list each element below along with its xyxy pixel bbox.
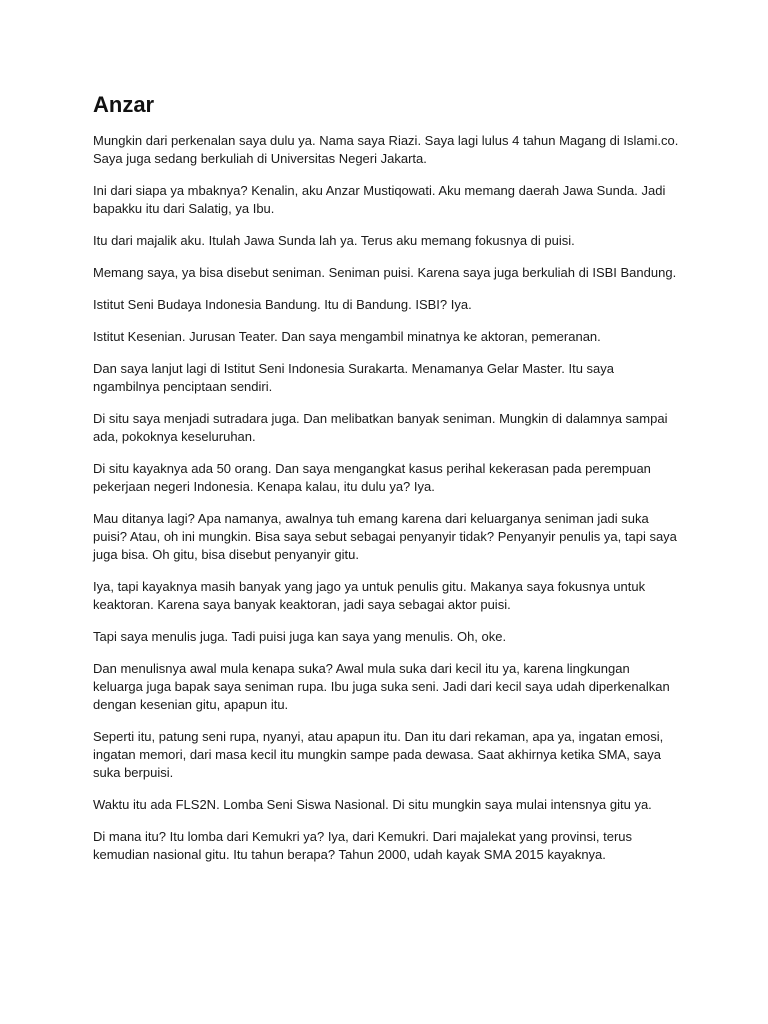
paragraph: Istitut Kesenian. Jurusan Teater. Dan saya mengambil minatnya ke aktoran, pemeranan. [93, 329, 601, 344]
paragraph: Ini dari siapa ya mbaknya? Kenalin, aku Anzar Mustiqowati. Aku memang daerah Jawa Sunda. Jadi bapakku itu dari Salatig, ya Ibu. [93, 183, 666, 216]
paragraph: Itu dari majalik aku. Itulah Jawa Sunda lah ya. Terus aku memang fokusnya di puisi. [93, 233, 575, 248]
paragraph: Memang saya, ya bisa disebut seniman. Seniman puisi. Karena saya juga berkuliah di ISBI Bandung. [93, 265, 677, 280]
paragraph: Tapi saya menulis juga. Tadi puisi juga kan saya yang menulis. Oh, oke. [93, 629, 507, 644]
paragraph: Dan menulisnya awal mula kenapa suka? Awal mula suka dari kecil itu ya, karena lingkungan keluarga juga bapak saya seniman rupa. Ibu juga suka seni. Jadi dari kecil saya udah diperkenalkan dengan kesenian gitu, apapun itu. [93, 661, 670, 712]
paragraph: Di situ kayaknya ada 50 orang. Dan saya mengangkat kasus perihal kekerasan pada perempuan pekerjaan negeri Indonesia. Kenapa kalau, itu dulu ya? Iya. [93, 461, 651, 494]
paragraph: Waktu itu ada FLS2N. Lomba Seni Siswa Nasional. Di situ mungkin saya mulai intensnya gitu ya. [93, 797, 652, 812]
paragraph: Istitut Seni Budaya Indonesia Bandung. Itu di Bandung. ISBI? Iya. [93, 297, 472, 312]
document-page [93, 92, 683, 878]
paragraph: Mau ditanya lagi? Apa namanya, awalnya tuh emang karena dari keluarganya seniman jadi suka puisi? Atau, oh ini mungkin. Bisa saya sebut sebagai penyanyir tidak? Penyanyir penulis ya, tapi saya juga bisa. Oh gitu, bisa disebut penyanyir gitu. [93, 511, 677, 562]
paragraph: Di situ saya menjadi sutradara juga. Dan melibatkan banyak seniman. Mungkin di dalamnya sampai ada, pokoknya keseluruhan. [93, 411, 668, 444]
paragraph: Di mana itu? Itu lomba dari Kemukri ya? Iya, dari Kemukri. Dari majalekat yang provinsi, terus kemudian nasional gitu. Itu tahun berapa? Tahun 2000, udah kayak SMA 2015 kayaknya. [93, 829, 632, 862]
paragraph: Iya, tapi kayaknya masih banyak yang jago ya untuk penulis gitu. Makanya saya fokusnya untuk keaktoran. Karena saya banyak keaktoran, jadi saya sebagai aktor puisi. [93, 579, 646, 612]
document-title: Anzar [93, 92, 155, 117]
paragraph: Dan saya lanjut lagi di Istitut Seni Indonesia Surakarta. Menamanya Gelar Master. Itu saya ngambilnya penciptaan sendiri. [93, 361, 614, 394]
paragraph: Seperti itu, patung seni rupa, nyanyi, atau apapun itu. Dan itu dari rekaman, apa ya, ingatan emosi, ingatan memori, dari masa kecil itu mungkin sampe pada dewasa. Saat akhirnya ketika SMA, saya suka berpuisi. [93, 729, 664, 780]
paragraph: Mungkin dari perkenalan saya dulu ya. Nama saya Riazi. Saya lagi lulus 4 tahun Magang di Islami.co. Saya juga sedang berkuliah di Universitas Negeri Jakarta. [93, 133, 679, 166]
